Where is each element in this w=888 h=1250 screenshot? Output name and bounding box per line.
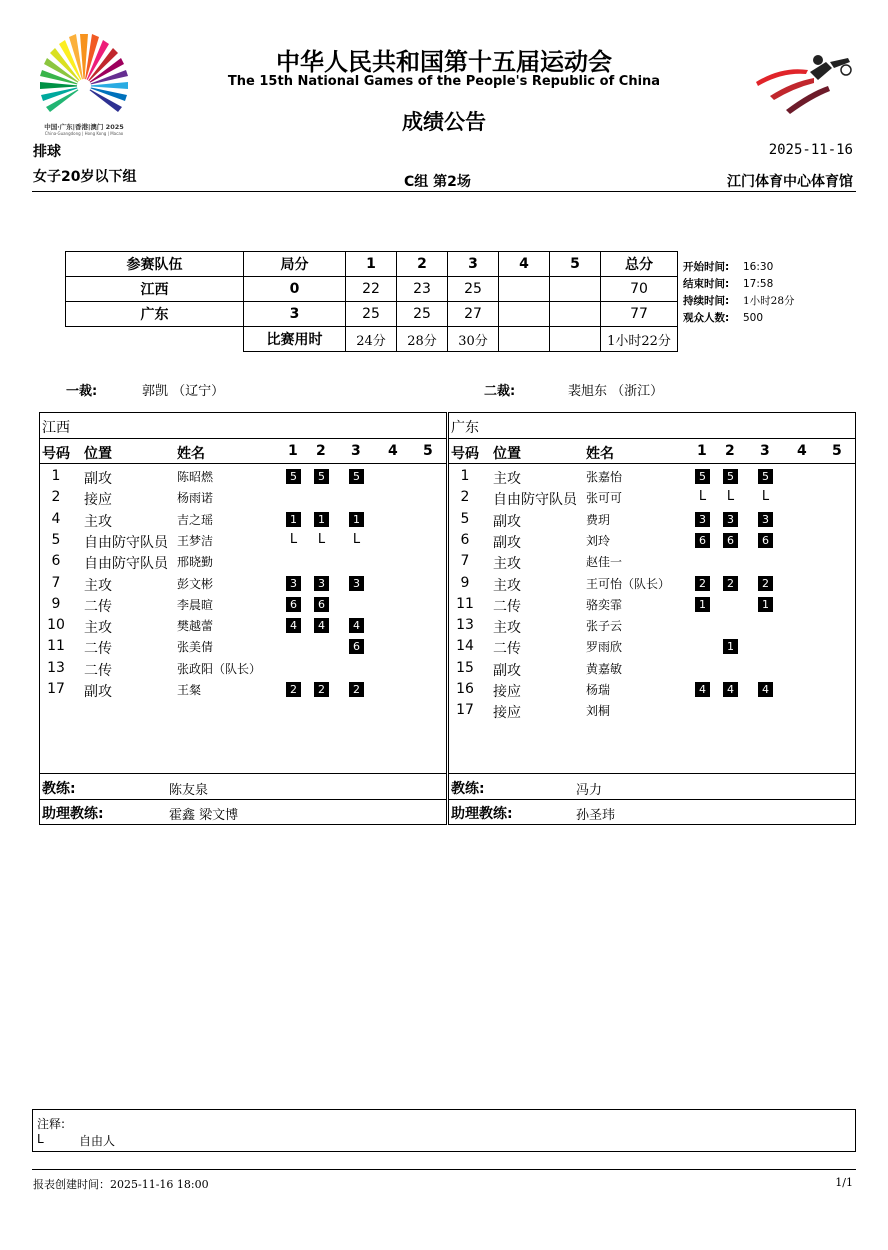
score-team: 江西 [66,277,244,302]
score-s3: 25 [448,277,499,302]
header-set4: 4 [499,252,550,277]
header-set2: 2 [397,252,448,277]
player-position: 副攻 [84,684,112,700]
rotation-badge: 5 [349,469,364,484]
player-number: 5 [51,531,61,548]
rotation-badge: 1 [349,512,364,527]
player-position: 主攻 [84,513,112,530]
column-header-set5: 5 [423,443,433,459]
notes-symbol: L [37,1132,44,1146]
player-position: 主攻 [493,577,521,594]
score-team: 广东 [66,302,244,327]
coach-divider [449,773,855,774]
player-position: 接应 [493,705,521,722]
player-row [40,615,446,636]
player-name: 吉之瑶 [177,512,214,527]
player-name: 王梦洁 [177,533,214,548]
coach-label: 教练: [42,781,76,797]
player-number: 17 [456,702,474,719]
spectators: 500 [743,312,764,324]
coach-label: 教练: [451,781,485,797]
footer-divider [32,1169,856,1170]
rotation-badge: 5 [314,469,329,484]
rotation-badge: 4 [286,618,301,633]
player-position: 副攻 [493,534,521,551]
rotation-badge: 4 [723,682,738,697]
player-name: 樊越蕾 [177,619,214,634]
spectators-label: 观众人数: [683,312,730,324]
score-s2: 25 [397,302,448,327]
rotation-badge: 3 [695,512,710,527]
rotation-badge: 5 [695,469,710,484]
player-row [40,594,446,615]
player-position: 接应 [493,684,521,700]
score-row-guangdong [66,302,678,327]
notes-text: 自由人 [79,1134,116,1148]
player-number: 1 [51,468,61,484]
team-name: 江西 [42,420,70,436]
coach-divider [449,799,855,800]
start-label: 开始时间: [683,261,730,273]
score-s1: 22 [346,277,397,302]
rotation-badge: 4 [349,618,364,633]
rotation-badge: 2 [349,682,364,697]
coach-name: 冯力 [576,783,603,798]
coach-divider [40,773,446,774]
player-name: 王可怡（队长） [586,576,671,591]
logo-caption: 中国·广东|香港|澳门 2025 [44,123,124,131]
player-row [40,573,446,594]
match-info [683,259,795,327]
column-header-set2: 2 [316,443,326,459]
libero-marker: L [761,489,770,505]
rotation-badge: 3 [723,512,738,527]
score-s4 [499,277,550,302]
player-position: 副攻 [84,471,112,487]
rotation-badge: 4 [758,682,773,697]
player-position: 主攻 [84,620,112,637]
player-number: 11 [456,595,474,612]
column-header-pos: 位置 [493,446,521,462]
score-table [65,251,678,352]
player-number: 17 [47,681,65,697]
team-divider [40,438,446,439]
rotation-badge: 1 [314,512,329,527]
player-number: 2 [51,489,61,506]
duration-row [66,327,678,352]
rotation-badge: 1 [723,639,738,654]
player-row [449,530,855,551]
player-name: 邢晓勤 [177,555,214,570]
column-header-set2: 2 [725,443,735,459]
rotation-badge: 1 [695,597,710,612]
rotation-badge: 2 [723,576,738,591]
player-name: 杨瑞 [586,683,611,697]
column-header-set3: 3 [351,443,361,459]
player-number: 2 [460,489,470,506]
header-set1: 1 [346,252,397,277]
libero-marker: L [317,531,326,547]
header-sets: 局分 [244,252,346,277]
rotation-badge: 3 [314,576,329,591]
rotation-badge: 4 [314,618,329,633]
player-position: 接应 [84,492,112,509]
column-header-no: 号码 [42,446,70,462]
logo-caption-en: China·Guangdong | Hong Kong | Macao [44,131,124,136]
score-total: 70 [601,277,678,302]
player-row [449,658,855,679]
player-number: 13 [47,659,65,676]
libero-marker: L [289,531,298,547]
header-total: 总分 [601,252,678,277]
score-header-row [66,252,678,277]
player-row [449,573,855,594]
player-row [40,509,446,530]
player-name: 罗雨欣 [586,640,623,655]
rotation-badge: 6 [286,597,301,612]
rotation-badge: 1 [758,597,773,612]
rotation-badge: 6 [758,533,773,548]
player-position: 二传 [84,641,112,658]
rotation-badge: 2 [314,682,329,697]
duration-info: 1小时28分 [743,295,795,307]
player-number: 9 [51,595,61,612]
player-name: 陈昭燃 [177,470,214,484]
libero-marker: L [698,489,707,505]
player-row [40,636,446,657]
coach-name: 陈友泉 [169,783,209,798]
player-number: 6 [51,553,61,570]
assistant-coach-label: 助理教练: [451,806,513,822]
score-total: 77 [601,302,678,327]
column-header-set4: 4 [797,443,807,459]
player-row [449,594,855,615]
column-header-set1: 1 [697,443,707,459]
column-header-pos: 位置 [84,446,112,462]
rotation-badge: 3 [758,512,773,527]
player-position: 二传 [493,598,521,615]
score-row-jiangxi [66,277,678,302]
player-number: 15 [456,659,474,676]
score-sets: 0 [244,277,346,302]
page-number: 1/1 [835,1176,853,1189]
player-row [40,487,446,508]
team-name: 广东 [451,420,479,436]
group-match: C组 第2场 [404,174,471,190]
assistant-coach-name: 霍鑫 梁文博 [169,808,239,823]
duration-total: 1小时22分 [601,327,678,352]
player-number: 1 [460,468,470,484]
rotation-badge: 5 [286,469,301,484]
rotation-badge: 3 [286,576,301,591]
player-number: 6 [460,531,470,548]
second-referee: 裴旭东 （浙江） [568,384,664,399]
player-name: 赵佳一 [586,555,623,570]
venue: 江门体育中心体育馆 [727,174,853,190]
player-row [40,530,446,551]
rotation-badge: 6 [695,533,710,548]
notes-box [32,1109,856,1152]
report-date: 2025-11-16 [768,142,853,158]
duration-s2: 28分 [397,327,448,352]
team-divider [449,463,855,464]
player-number: 7 [51,574,61,591]
duration-s5 [550,327,601,352]
player-position: 二传 [493,641,521,658]
score-s4 [499,302,550,327]
player-position: 自由防守队员 [84,556,168,573]
team-divider [449,438,855,439]
player-row [40,551,446,572]
player-row [40,679,446,700]
player-name: 张可可 [586,491,623,506]
assistant-coach-label: 助理教练: [42,806,104,822]
player-position: 主攻 [84,577,112,594]
player-number: 10 [47,617,65,634]
player-row [449,679,855,700]
rotation-badge: 5 [723,469,738,484]
header-set5: 5 [550,252,601,277]
player-name: 刘玲 [586,533,611,548]
report-title: 成绩公告 [402,110,486,134]
duration-info-label: 持续时间: [683,295,730,307]
end-label: 结束时间: [683,278,730,290]
header-set3: 3 [448,252,499,277]
player-position: 副攻 [493,662,521,679]
player-number: 16 [456,681,474,697]
score-sets: 3 [244,302,346,327]
score-s5 [550,277,601,302]
rotation-badge: 6 [314,597,329,612]
score-s5 [550,302,601,327]
second-referee-label: 二裁: [484,384,516,399]
player-position: 自由防守队员 [84,534,168,551]
rotation-badge: 4 [695,682,710,697]
report-created: 报表创建时间：2025-11-16 18:00 [33,1178,209,1191]
column-header-name: 姓名 [177,446,205,462]
player-name: 张子云 [586,619,623,634]
end-time: 17:58 [743,278,774,290]
libero-marker: L [726,489,735,505]
player-number: 11 [47,638,65,655]
player-name: 骆奕霏 [586,597,623,612]
team-box-1 [448,412,856,825]
player-row [449,700,855,721]
duration-empty [66,327,244,352]
player-name: 张政阳（队长） [177,661,262,676]
player-row [449,551,855,572]
coach-divider [40,799,446,800]
header-divider [32,191,856,192]
player-row [40,466,446,487]
libero-marker: L [352,531,361,547]
player-name: 王粲 [177,683,202,697]
player-number: 9 [460,574,470,591]
team-divider [40,463,446,464]
player-number: 13 [456,617,474,634]
rotation-badge: 3 [349,576,364,591]
duration-s3: 30分 [448,327,499,352]
player-position: 自由防守队员 [493,492,577,509]
column-header-set4: 4 [388,443,398,459]
rotation-badge: 5 [758,469,773,484]
player-number: 14 [456,638,474,655]
first-referee-label: 一裁: [66,384,98,399]
rotation-badge: 1 [286,512,301,527]
games-title-cn: 中华人民共和国第十五届运动会 [276,48,612,76]
player-row [449,615,855,636]
player-position: 副攻 [493,513,521,530]
rotation-badge: 2 [695,576,710,591]
games-title-en: The 15th National Games of the People's Republic of China [227,74,661,89]
player-position: 主攻 [493,620,521,637]
assistant-coach-name: 孙圣玮 [576,808,616,823]
rotation-badge: 6 [349,639,364,654]
sport-name: 排球 [33,144,61,160]
player-name: 刘桐 [586,704,611,719]
column-header-set5: 5 [832,443,842,459]
player-position: 二传 [84,598,112,615]
duration-label: 比赛用时 [244,327,346,352]
player-position: 主攻 [493,471,521,487]
column-header-set3: 3 [760,443,770,459]
duration-s4 [499,327,550,352]
player-name: 杨雨诺 [177,491,214,506]
player-name: 黄嘉敏 [586,661,623,676]
score-s1: 25 [346,302,397,327]
rotation-badge: 6 [723,533,738,548]
player-row [449,466,855,487]
column-header-no: 号码 [451,446,479,462]
start-time: 16:30 [743,261,774,273]
player-name: 彭文彬 [177,576,214,591]
player-name: 费玥 [586,512,611,527]
player-position: 二传 [84,662,112,679]
player-row [40,658,446,679]
column-header-name: 姓名 [586,446,614,462]
category: 女子20岁以下组 [33,169,137,185]
player-number: 5 [460,510,470,527]
player-number: 7 [460,553,470,570]
team-box-0 [39,412,447,825]
player-row [449,509,855,530]
player-name: 张美倩 [177,640,214,655]
column-header-set1: 1 [288,443,298,459]
rotation-badge: 2 [758,576,773,591]
player-row [449,636,855,657]
player-row [449,487,855,508]
score-s2: 23 [397,277,448,302]
player-number: 4 [51,510,61,527]
player-position: 主攻 [493,556,521,573]
header-team: 参赛队伍 [66,252,244,277]
player-name: 张嘉怡 [586,470,623,484]
first-referee: 郭凯 （辽宁） [142,384,225,399]
duration-s1: 24分 [346,327,397,352]
notes-label: 注释: [37,1117,66,1131]
rotation-badge: 2 [286,682,301,697]
score-s3: 27 [448,302,499,327]
player-name: 李晨暄 [177,597,214,612]
